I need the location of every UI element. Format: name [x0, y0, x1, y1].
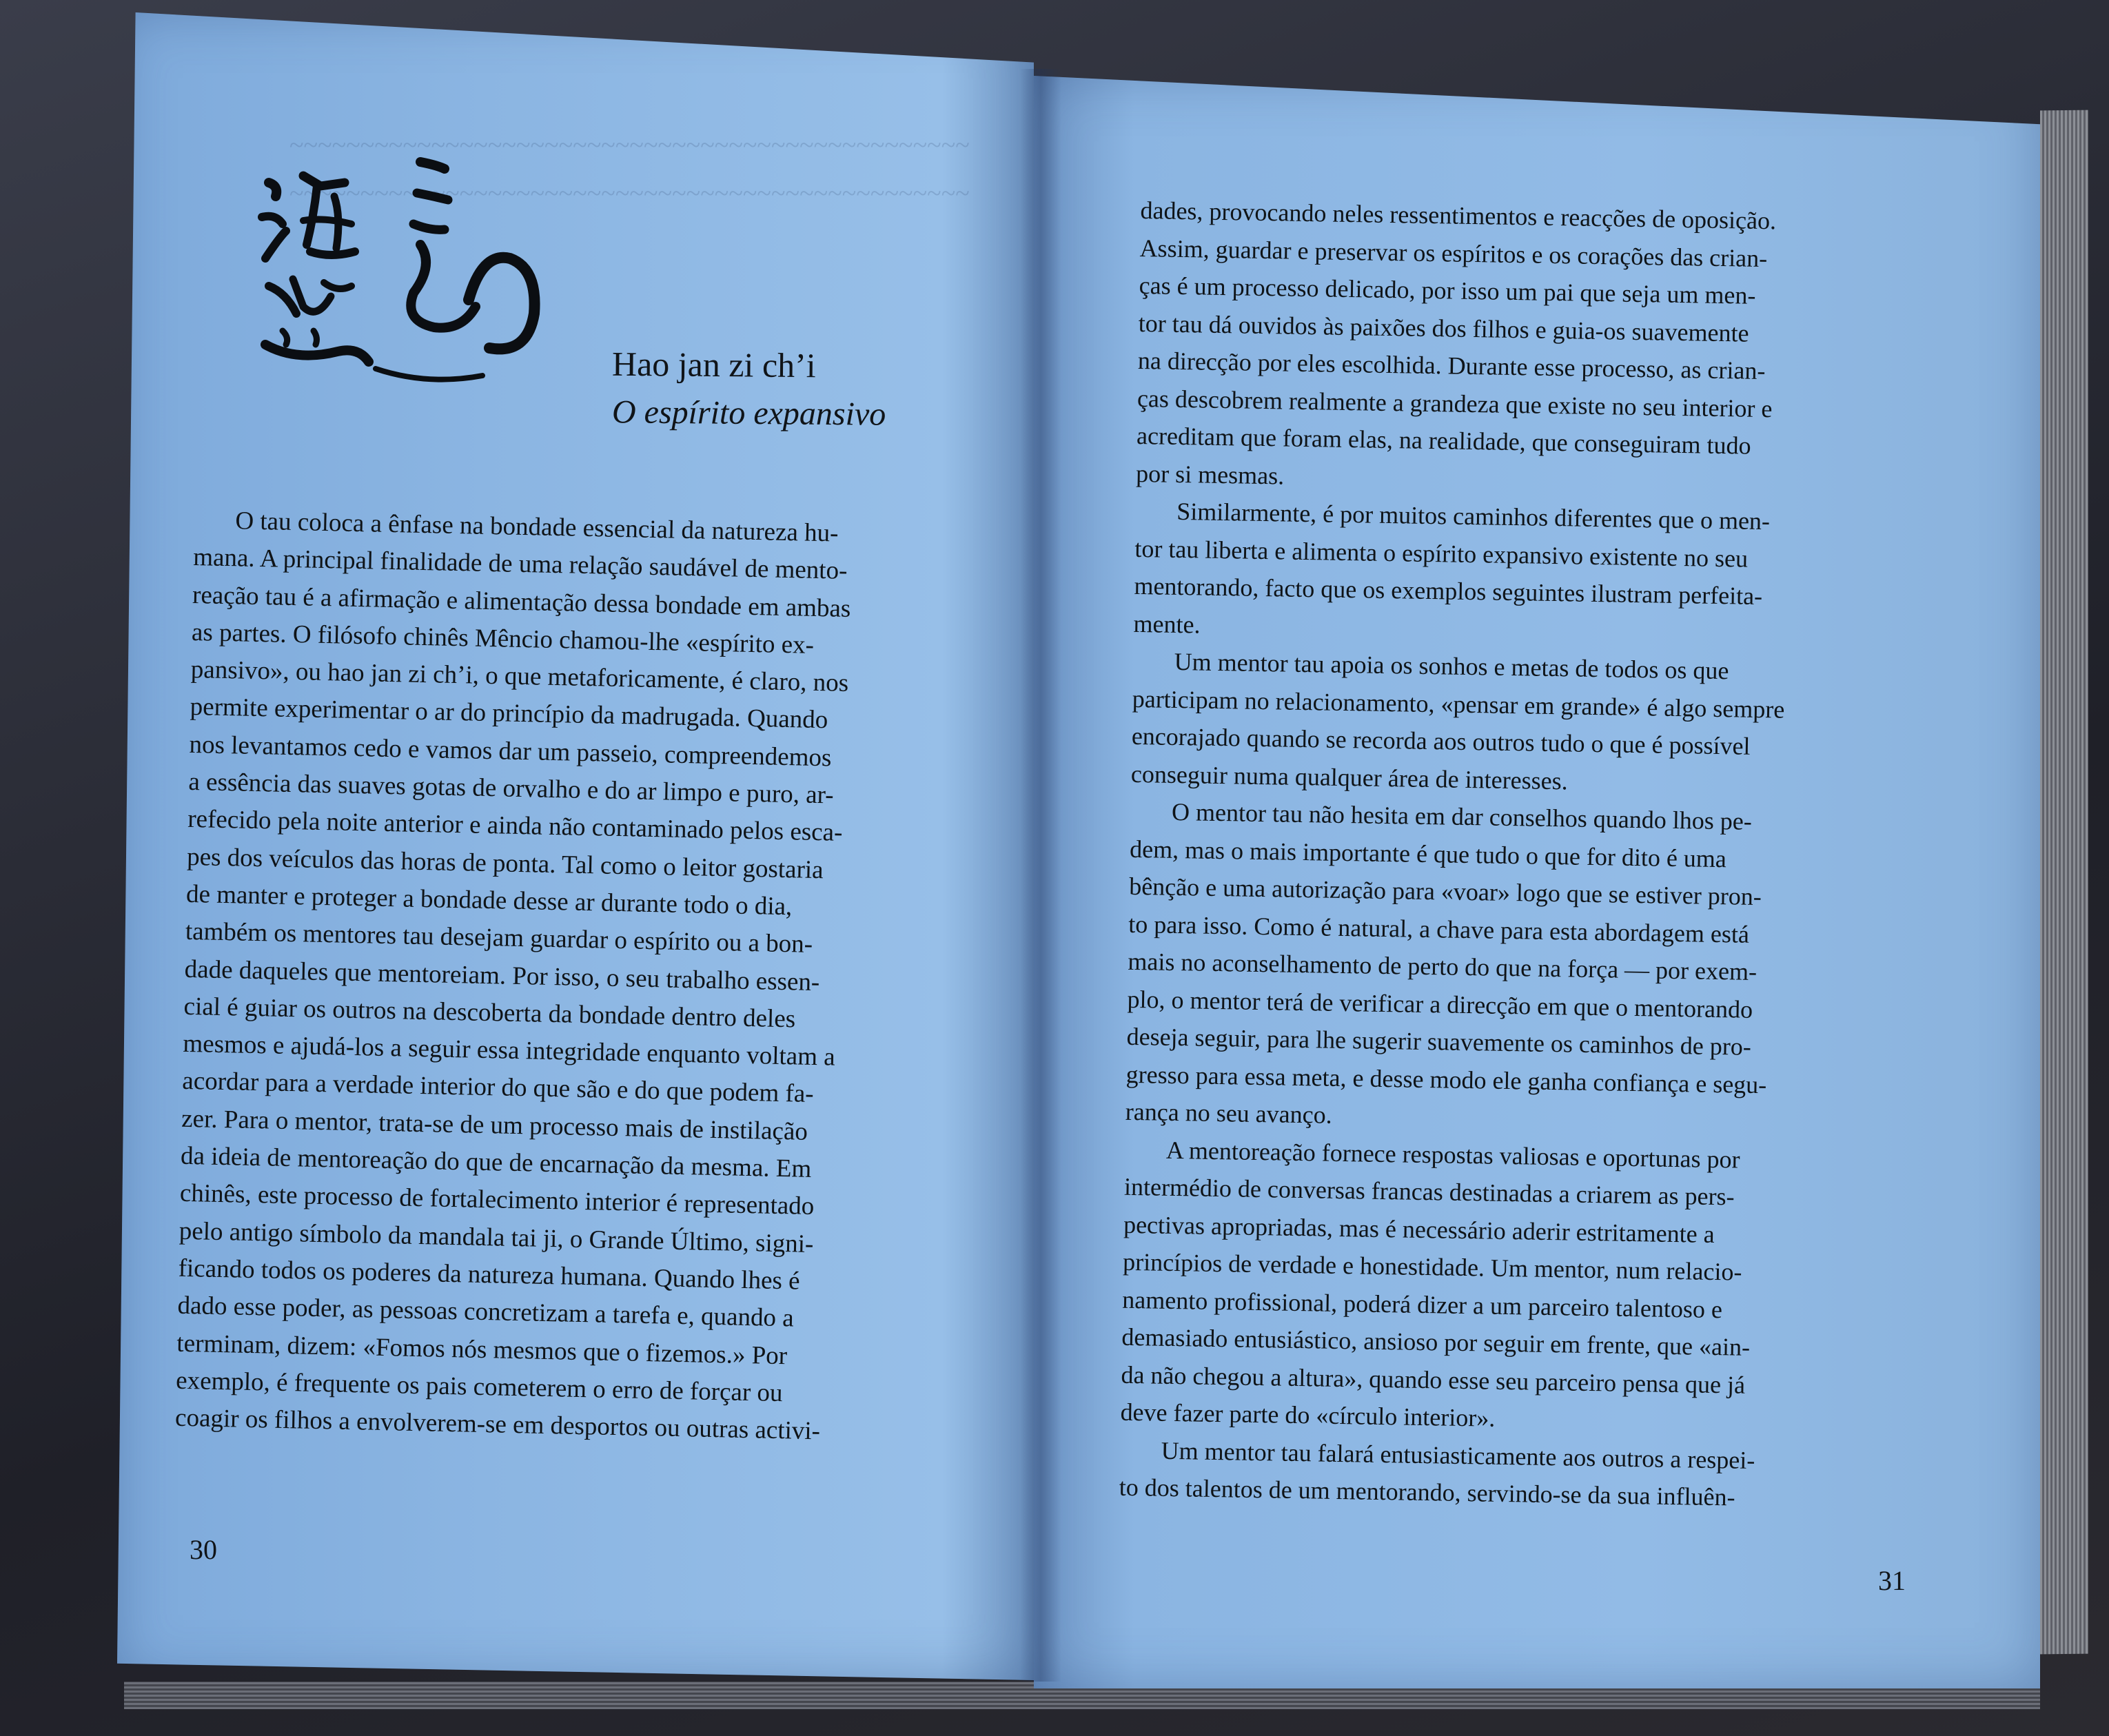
text-line: pectivas apropriadas, mas é necessário aderir estritamente a [1123, 1210, 1715, 1248]
book-gutter-shadow [1020, 69, 1061, 1682]
chinese-calligraphy-image [255, 155, 551, 396]
text-line: to para isso. Como é natural, a chave para esta abordagem está [1128, 910, 1750, 948]
text-line: tor tau liberta e alimenta o espírito expansivo existente no seu [1134, 534, 1749, 573]
text-line: ças é um processo delicado, por isso um pai que seja um men- [1139, 271, 1756, 309]
text-line: terminam, dizem: «Fomos nós mesmos que o fizemos.» Por [176, 1329, 788, 1370]
text-line: reação tau é a afirmação e alimentação dessa bondade em ambas [192, 580, 851, 623]
text-line: deve fazer parte do «círculo interior». [1120, 1398, 1496, 1432]
text-line: as partes. O filósofo chinês Mêncio chamou-lhe «espírito ex- [191, 617, 815, 660]
text-line: também os mentores tau desejam guardar o espírito ou a bon- [185, 917, 813, 959]
text-line: permite experimentar o ar do princípio da madrugada. Quando [190, 693, 828, 735]
text-line: encorajado quando se recorda aos outros tudo o que é possível [1131, 722, 1751, 760]
section-subtitle: O espírito expansivo [611, 394, 886, 433]
text-line: gresso para essa meta, e desse modo ele ganha confiança e segu- [1125, 1060, 1767, 1099]
text-line: a essência das suaves gotas de orvalho e do ar limpo e puro, ar- [188, 767, 834, 810]
text-line: bênção e uma autorização para «voar» logo que se estiver pron- [1128, 872, 1762, 911]
text-line: zer. Para o mentor, trata-se de um processo mais de instilação [181, 1104, 808, 1146]
text-line: Um mentor tau apoia os sonhos e metas de todos os que [1174, 647, 1729, 685]
text-line: mesmos e ajudá-los a seguir essa integridade enquanto voltam a [183, 1029, 836, 1072]
book-page-edges-right [2040, 110, 2088, 1655]
text-line: pes dos veículos das horas de ponta. Tal como o leitor gostaria [186, 842, 824, 884]
text-line: pansivo», ou hao jan zi ch’i, o que metaforicamente, é claro, nos [190, 655, 849, 698]
text-line: acreditam que foram elas, na realidade, que conseguiram tudo [1136, 421, 1751, 460]
text-line: participam no relacionamento, «pensar em grande» é algo sempre [1132, 684, 1785, 724]
text-line: dades, provocando neles ressentimentos e reacções de oposição. [1140, 196, 1777, 235]
text-line: pelo antigo símbolo da mandala tai ji, o Grande Último, signi- [179, 1216, 814, 1258]
text-line: dado esse poder, as pessoas concretizam a tarefa e, quando a [177, 1291, 795, 1333]
text-line: Similarmente, é por muitos caminhos diferentes que o men- [1176, 497, 1771, 535]
text-line: rança no seu avanço. [1125, 1097, 1333, 1129]
text-line: A mentoreação fornece respostas valiosas e oportunas por [1165, 1136, 1740, 1174]
text-line: ficando todos os poderes da natureza humana. Quando lhes é [178, 1254, 801, 1296]
text-line: dade daqueles que mentoreiam. Por isso, o seu trabalho essen- [184, 954, 820, 997]
text-line: exemplo, é frequente os pais cometerem o erro de forçar ou [175, 1366, 783, 1407]
text-line: mentorando, facto que os exemplos seguintes ilustram perfeita- [1134, 571, 1763, 611]
text-line: O tau coloca a ênfase na bondade essencial da natureza hu- [235, 507, 839, 548]
text-line: dem, mas o mais importante é que tudo o que for dito é uma [1129, 835, 1727, 872]
text-line: demasiado entusiástico, ansioso por seguir em frente, que «ain- [1121, 1323, 1751, 1361]
text-line: na direcção por eles escolhida. Durante esse processo, as crian- [1137, 346, 1766, 385]
text-line: ças descobrem realmente a grandeza que existe no seu interior e [1137, 384, 1773, 422]
text-line: princípios de verdade e honestidade. Um mentor, num relacio- [1122, 1247, 1742, 1286]
text-line: da não chegou a altura», quando esse seu parceiro pensa que já [1121, 1360, 1746, 1399]
section-title: Hao jan zi ch’i [611, 344, 816, 385]
text-line: namento profissional, poderá dizer a um parceiro talentoso e [1122, 1285, 1723, 1323]
text-line: nos levantamos cedo e vamos dar um passeio, compreendemos [189, 730, 832, 773]
text-line: O mentor tau não hesita em dar conselhos quando lhos pe- [1171, 797, 1753, 835]
text-line: mente. [1133, 609, 1201, 639]
text-line: coagir os filhos a envolverem-se em desportos ou outras activi- [174, 1403, 821, 1446]
text-line: deseja seguir, para lhe sugerir suavemente os caminhos de pro- [1126, 1022, 1752, 1061]
show-through-text: ~~~~~~~~~~~~~~~~~~~~~~~~~~~~~~~~~~~~~~~~~~~~~~~~ [289, 131, 970, 160]
text-line: por si mesmas. [1135, 459, 1285, 490]
text-line: plo, o mentor terá de verificar a direcção em que o mentorando [1127, 985, 1753, 1023]
text-line: de manter e proteger a bondade desse ar durante todo o dia, [185, 879, 793, 921]
text-line: conseguir numa qualquer área de interesses. [1130, 759, 1568, 795]
show-through-text: ~~~~~~~~~~~~~~~~~~~~~~~~~~~~~~~~~~~~~~~~~~~~~~~~ [289, 179, 970, 208]
page-number-right: 31 [1878, 1565, 1906, 1596]
text-line: tor tau dá ouvidos às paixões dos filhos e guia-os suavemente [1138, 309, 1749, 347]
text-line: mana. A principal finalidade de uma relação saudável de mento- [192, 543, 848, 586]
text-line: acordar para a verdade interior do que são e do que podem fa- [181, 1067, 814, 1109]
left-page-body-text [175, 502, 1001, 1454]
text-line: chinês, este processo de fortalecimento interior é representado [179, 1179, 815, 1221]
text-line: mais no aconselhamento de perto do que na força — por exem- [1128, 947, 1758, 986]
text-line: cial é guiar os outros na descoberta da bondade dentro deles [183, 992, 796, 1034]
text-line: refecido pela noite anterior e ainda não contaminado pelos esca- [187, 805, 843, 848]
right-page-body-text [1119, 192, 1967, 1520]
text-line: da ideia de mentoreação do que de encarnação da mesma. Em [180, 1141, 812, 1184]
page-number-left: 30 [190, 1534, 217, 1565]
text-line: intermédio de conversas francas destinadas a criarem as pers- [1123, 1172, 1735, 1211]
text-line: to dos talentos de um mentorando, servindo-se da sua influên- [1119, 1473, 1735, 1511]
text-line: Um mentor tau falará entusiasticamente aos outros a respei- [1161, 1436, 1755, 1474]
text-line: Assim, guardar e preservar os espíritos e os corações das crian- [1139, 234, 1768, 272]
